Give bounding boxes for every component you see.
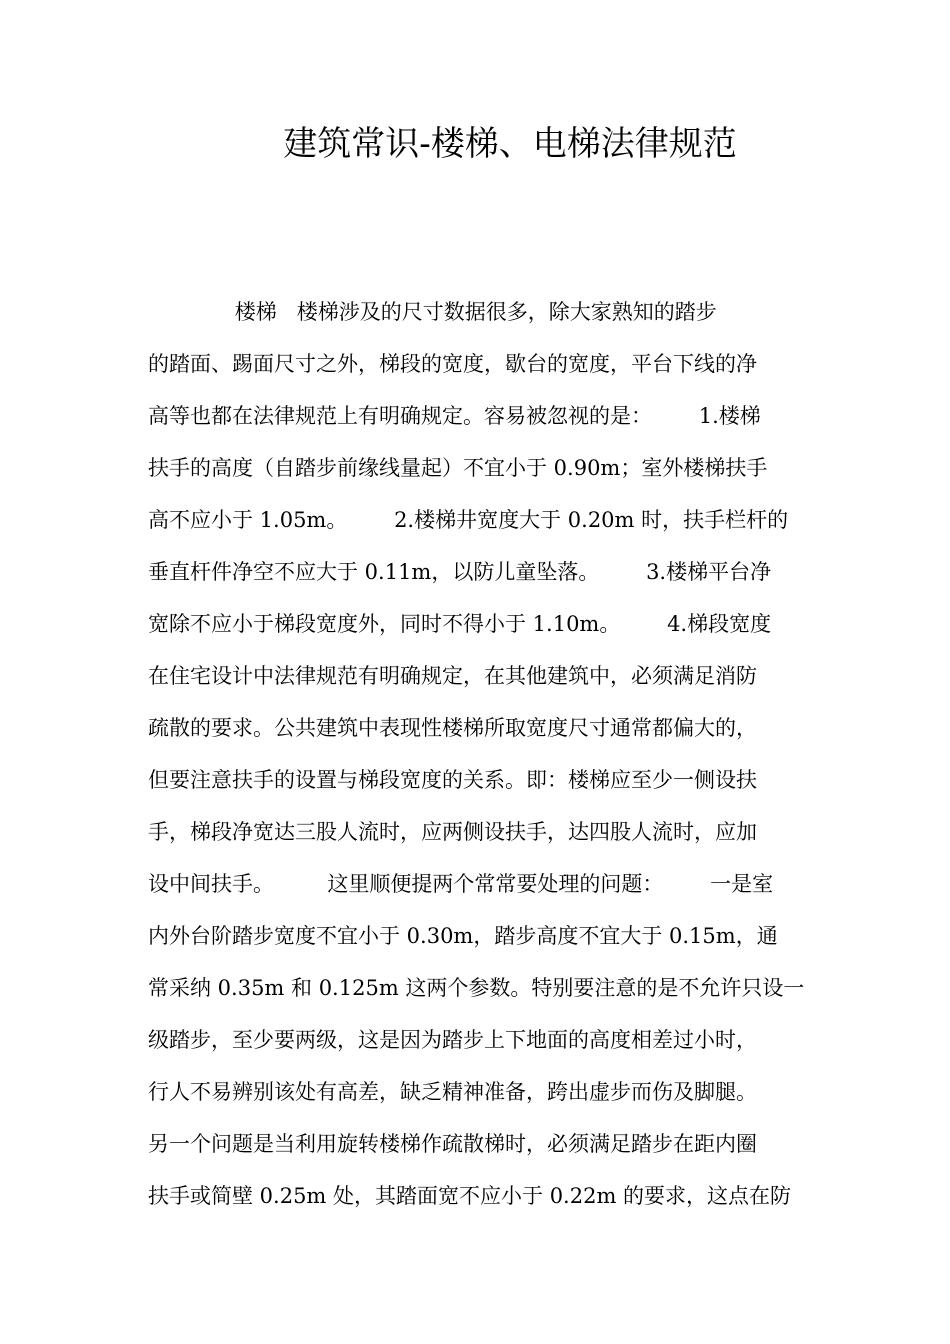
- body-line: 的踏面、踢面尺寸之外，梯段的宽度，歇台的宽度，平台下线的净: [148, 352, 757, 376]
- body-line: 手，梯段净宽达三股人流时，应两侧设扶手，达四股人流时，应加: [148, 820, 757, 844]
- body-line: 高等也都在法律规范上有明确规定。容易被忽视的是： 1.楼梯: [148, 404, 761, 428]
- body-line: 扶手的高度（自踏步前缘线量起）不宜小于 0.90m；室外楼梯扶手: [148, 456, 768, 480]
- body-line: 楼梯 楼梯涉及的尺寸数据很多，除大家熟知的踏步: [148, 300, 717, 324]
- body-line: 常采纳 0.35m 和 0.125m 这两个参数。特别要注意的是不允许只设一: [148, 976, 805, 1000]
- body-line: 另一个问题是当利用旋转楼梯作疏散梯时，必须满足踏步在距内圈: [148, 1132, 757, 1156]
- body-line: 行人不易辨别该处有高差，缺乏精神准备，跨出虚步而伤及脚腿。: [148, 1080, 757, 1104]
- body-line: 内外台阶踏步宽度不宜小于 0.30m，踏步高度不宜大于 0.15m，通: [148, 924, 778, 948]
- body-line: 扶手或简壁 0.25m 处，其踏面宽不应小于 0.22m 的要求，这点在防: [148, 1184, 792, 1208]
- body-line: 但要注意扶手的设置与梯段宽度的关系。即：楼梯应至少一侧设扶: [148, 768, 757, 792]
- body-line: 高不应小于 1.05m。 2.楼梯井宽度大于 0.20m 时，扶手栏杆的: [148, 508, 789, 532]
- body-line: 在住宅设计中法律规范有明确规定，在其他建筑中，必须满足消防: [148, 664, 757, 688]
- document-title: 建筑常识-楼梯、电梯法律规范: [283, 124, 737, 164]
- body-line: 垂直杆件净空不应大于 0.11m，以防儿童坠落。 3.楼梯平台净: [148, 560, 772, 584]
- document-body: [148, 286, 808, 1222]
- body-line: 设中间扶手。 这里顺便提两个常常要处理的问题： 一是室: [148, 872, 774, 896]
- body-line: 疏散的要求。公共建筑中表现性楼梯所取宽度尺寸通常都偏大的，: [148, 716, 757, 740]
- body-line: 级踏步，至少要两级，这是因为踏步上下地面的高度相差过小时，: [148, 1028, 757, 1052]
- body-line: 宽除不应小于梯段宽度外，同时不得小于 1.10m。 4.梯段宽度: [148, 612, 772, 636]
